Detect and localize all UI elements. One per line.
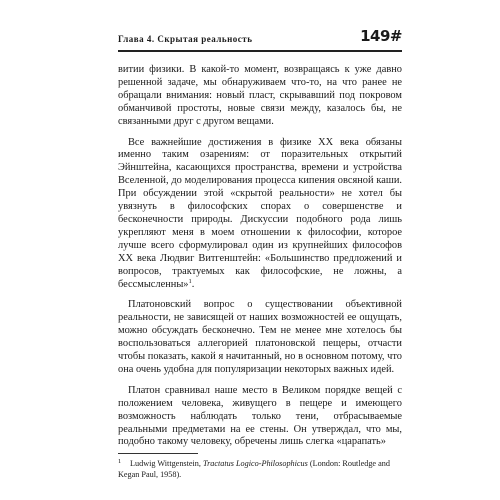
chapter-title: Глава 4. Скрытая реальность — [118, 34, 253, 44]
paragraph — [118, 64, 402, 129]
running-header — [118, 28, 402, 52]
footnote-title: Tractatus Logico-Philosophicus — [202, 459, 308, 468]
paragraph — [118, 299, 402, 376]
footnote-publisher: (London: Routledge and Kegan Paul, 1958). — [118, 459, 390, 479]
paragraph — [118, 137, 402, 292]
paragraph-text: Платон сравнивал наше место в Великом порядке вещей с положением человека, живущего в пещере и имеющего возможность наблюдать только тени, отбрасываемые реальными предметами на ее стены. Он утверждал, что мы, подобно такому человеку, обречены лишь слегка «царапать» — [118, 384, 402, 448]
paragraph-text: Все важнейшие достижения в физике XX века обязаны именно таким озарениям: от поразительных открытий Эйнштейна, касающихся пространства, времени и устройства Вселенной, до моделирования процесса кипения овсяной каши. При обсуждении этой «скрытой реальности» не хотел бы увязнуть в философских спорах о совершенстве и бесконечности природы. Дискуссии подобного рода лишь укрепляют меня в моем отношении к философии, которое лучше всего сформулировал один из крупнейших философов XX века Людвиг Витгенштейн: «Большинство предложений и вопросов, трактуемых как философские, не ложны, а бессмысленны» — [118, 136, 402, 290]
paragraph-end: . — [191, 278, 195, 290]
body-text — [118, 64, 402, 457]
footnote-divider — [118, 453, 198, 454]
paragraph — [118, 385, 402, 450]
paragraph-text: Платоновский вопрос о существовании объективной реальности, не зависящей от наших возможностей ее ощущать, можно обсуждать бесконечно. Тем не менее мне хотелось бы воспользоваться аллегорией платоновской пещеры, отчасти чтобы показать, какой я начитанный, но в основном потому, что она очень удобна для популяризации некоторых важных идей. — [118, 299, 402, 375]
paragraph-text: витии физики. В какой-то момент, возвращаясь к уже давно решенной задаче, мы обнаруживаем что-то, на что ранее не обращали внимания: новый пласт, скрывавший под покровом обманчивой простоты, новые связи между, казалось бы, не связанными друг с другом вещами. — [118, 64, 402, 127]
page-number: 149# — [360, 27, 402, 45]
footnote-author: Ludwig Wittgenstein, — [130, 459, 201, 468]
footnote: 1 Ludwig Wittgenstein, Tractatus Logico-Philosophicus (London: Routledge and Kegan Paul, 1958). — [118, 458, 390, 479]
footnote-reference[interactable]: 1 — [188, 277, 192, 285]
